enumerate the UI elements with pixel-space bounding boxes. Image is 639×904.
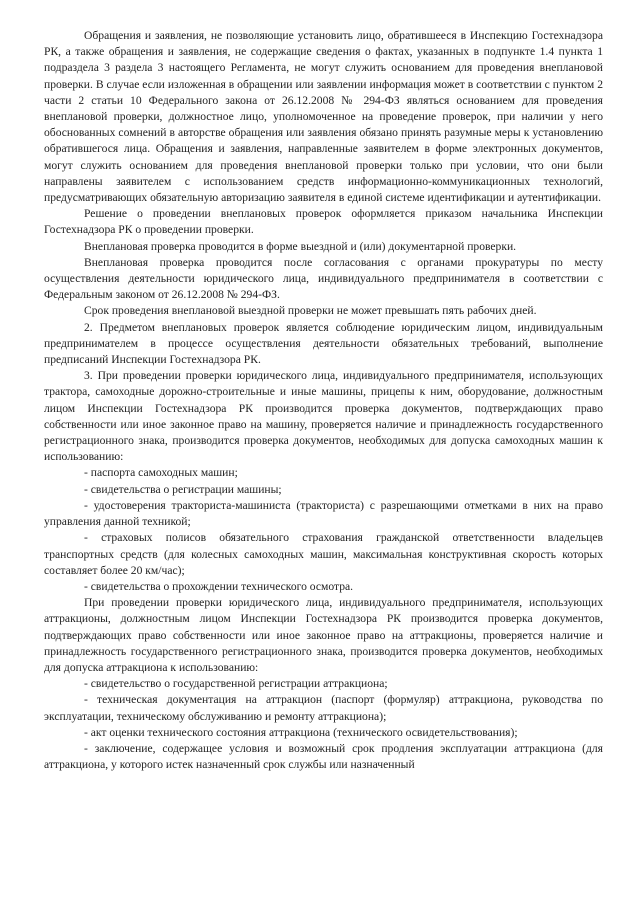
list-item-machine-passports: - паспорта самоходных машин; — [84, 466, 238, 480]
list-item-attraction-documentation: - техническая документация на аттракцион (паспорт (формуляр) аттракциона, руководства по эксплуатации, техническому обслуживанию и ремонту аттракциона); — [44, 693, 603, 723]
paragraph-decision-order: Решение о проведении внеплановых проверок оформляется приказом начальника Инспекции Гостехнадзора РК о проведении проверки. — [44, 207, 603, 237]
list-item-insurance-policies: - страховых полисов обязательного страхования гражданской ответственности владельцев транспортных средств (для колесных самоходных машин, максимальная конструктивная скорость которых составляет более 20 км/час); — [44, 531, 603, 577]
paragraph-prosecutor-approval: Внеплановая проверка проводится после согласования с органами прокуратуры по месту осуществления деятельности юридического лица, индивидуального предпринимателя в соответствии с Федеральным законом от 26.12.2008 № 294-ФЗ. — [44, 255, 603, 302]
list-item-attraction-condition-act: - акт оценки технического состояния аттракциона (технического освидетельствования); — [84, 725, 518, 739]
list-item-operator-license: - удостоверения тракториста-машиниста (тракториста) с разрешающими отметками в них на право управления данной техникой; — [44, 498, 603, 529]
paragraph-anonymous-appeals: Обращения и заявления, не позволяющие установить лицо, обратившееся в Инспекцию Гостехнадзора РК, а также обращения и заявления, не содержащие сведения о фактах, указанных в подпункте 1.4 пункта 1 подраздела 3 раздела 3 настоящего Регламента, не могут служить основанием для проведения внеплановой проверки. В случае если изложенная в обращении или заявлении информация может в соответствии с пунктом 2 части 2 статьи 10 Федерального закона от 26.12.2008 № 294-ФЗ являться основанием для проведения внеплановой проверки, должностное лицо, уполномоченное на проведение проверок, при наличии у него обоснованных сомнений в авторстве обращения или заявления обязано принять разумные меры к установлению обратившегося лица. Обращения и заявления, направленные заявителем в форме электронных документов, могут служить основанием для проведения внеплановой проверки только при условии, что они были направлены заявителем с использованием средств информационно-коммуникационных технологий, предусматривающих обязательную авторизацию заявителя в единой системе идентификации и аутентификации. — [44, 29, 603, 205]
paragraph-item-2-subject: 2. Предметом внеплановых проверок является соблюдение юридическим лицом, индивидуальным предпринимателем в процессе осуществления деятельности обязательных требований, выполнение предписаний Инспекции Гостехнадзора РК. — [44, 320, 603, 367]
list-item-technical-inspection: - свидетельства о прохождении технического осмотра. — [84, 579, 354, 593]
list-item-registration-certificate: - свидетельства о регистрации машины; — [84, 482, 282, 496]
list-item-attraction-registration: - свидетельство о государственной регистрации аттракциона; — [84, 677, 388, 691]
paragraph-inspection-duration: Срок проведения внеплановой выездной проверки не может превышать пять рабочих дней. — [84, 304, 537, 318]
paragraph-attractions: При проведении проверки юридического лица, индивидуального предпринимателя, использующих аттракционы, должностным лицом Инспекции Гостехнадзора РК производится проверка документов, подтверждающих право собственности или иное законное право на аттракционы, проверяется наличие и принадлежность государственного регистрационного знака, производится проверка документов, необходимых для допуска аттракциона к использованию: — [44, 596, 603, 674]
list-item-attraction-extension-conclusion: - заключение, содержащее условия и возможный срок продления эксплуатации аттракциона (для аттракциона, у которого истек назначенный срок службы или назначенный — [44, 741, 603, 772]
paragraph-inspection-form: Внеплановая проверка проводится в форме выездной и (или) документарной проверки. — [84, 239, 517, 253]
paragraph-item-3-machines: 3. При проведении проверки юридического лица, индивидуального предпринимателя, использующих трактора, самоходные дорожно-строительные и иные машины, прицепы к ним, оборудование, должностным лицом Инспекции Гостехнадзора РК производится проверка документов, подтверждающих право собственности или иное законное право на машину, проверяется наличие и принадлежность государственного регистрационного знака, производится проверка документов, необходимых для допуска самоходных машин к использованию: — [44, 369, 603, 464]
